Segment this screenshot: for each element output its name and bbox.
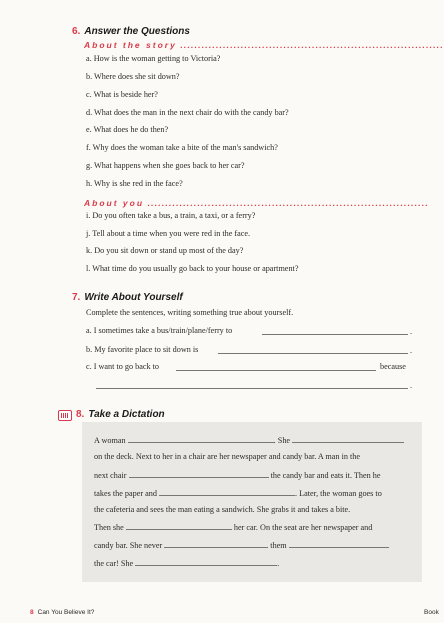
- section-8-title-text: Take a Dictation: [88, 409, 165, 420]
- dictation-line-5: the cafeteria and sees the man eating a sandwich. She grabs it and takes a bite.: [94, 505, 351, 514]
- section-6-title: [72, 26, 190, 37]
- dictation-text: . She: [273, 436, 291, 445]
- dictation-text: Then she: [94, 523, 124, 532]
- book-title: Can You Believe It?: [37, 609, 95, 616]
- dictation-line-8: [94, 558, 279, 569]
- subheading-about-you: [84, 198, 429, 208]
- dictation-line-1: [94, 435, 404, 446]
- section-6-number: 6.: [72, 26, 81, 37]
- dot-leader: ...............................................................................: [144, 198, 429, 208]
- question-a: a. How is the woman getting to Victoria?: [86, 54, 221, 63]
- section-8-number: 8.: [76, 409, 85, 420]
- dictation-line-3: [94, 470, 381, 481]
- dictation-blank[interactable]: [159, 488, 295, 496]
- subheading-about-you-text: About you: [84, 198, 145, 208]
- dictation-text: the car! She: [94, 559, 134, 568]
- dictation-line-2: on the deck. Next to her in a chair are her newspaper and candy bar. A man in the: [94, 452, 360, 461]
- question-l: l. What time do you usually go back to your house or apartment?: [86, 264, 299, 273]
- section-7-title-text: Write About Yourself: [84, 292, 183, 303]
- section-8-title: [76, 409, 165, 420]
- dictation-text: them: [270, 541, 287, 550]
- question-g: g. What happens when she goes back to her car?: [86, 161, 245, 170]
- footer-right: Book: [424, 609, 439, 616]
- question-e: e. What does he do then?: [86, 125, 169, 134]
- dictation-text: .: [277, 559, 280, 568]
- section-7-number: 7.: [72, 292, 81, 303]
- dictation-blank[interactable]: [135, 558, 280, 568]
- dictation-text: candy bar. She never: [94, 541, 163, 550]
- because-word: because: [380, 362, 406, 371]
- sentence-b-answer-line[interactable]: [218, 353, 408, 354]
- dictation-text: next chair: [94, 471, 127, 480]
- question-j: j. Tell about a time when you were red in the face.: [86, 229, 251, 238]
- dictation-line-4: [94, 488, 382, 499]
- section-7-instructions: Complete the sentences, writing something true about yourself.: [86, 308, 294, 317]
- subheading-about-the-story: [84, 40, 444, 50]
- subheading-about-the-story-text: About the story: [84, 40, 177, 50]
- dictation-blank[interactable]: [289, 540, 389, 548]
- dictation-text: her car. On the seat are her newspaper and: [233, 523, 373, 532]
- sentence-c: c. I want to go back to: [86, 362, 159, 371]
- audio-cd-icon[interactable]: [58, 410, 72, 421]
- question-k: k. Do you sit down or stand up most of the day?: [86, 246, 244, 255]
- section-6-title-text: Answer the Questions: [84, 26, 190, 37]
- dictation-text: the candy bar and eats it. Then he: [270, 471, 381, 480]
- dictation-line-7: [94, 540, 389, 551]
- sentence-a: a. I sometimes take a bus/train/plane/ferry to: [86, 326, 233, 335]
- page-number: 8: [30, 609, 34, 616]
- sentence-b-period: .: [410, 346, 412, 355]
- section-7-title: [72, 292, 183, 303]
- dictation-blank[interactable]: [164, 540, 268, 548]
- dictation-text: A woman: [94, 436, 126, 445]
- question-d: d. What does the man in the next chair do with the candy bar?: [86, 108, 289, 117]
- dictation-text: takes the paper and: [94, 489, 157, 498]
- question-b: b. Where does she sit down?: [86, 72, 180, 81]
- footer-left: [30, 609, 94, 616]
- dot-leader: ..........................................................................: [176, 40, 444, 50]
- sentence-c-answer-line[interactable]: [176, 370, 376, 371]
- dictation-blank[interactable]: [292, 435, 404, 443]
- sentence-c-period: .: [410, 381, 412, 390]
- question-c: c. What is beside her?: [86, 90, 158, 99]
- dictation-blank[interactable]: [126, 522, 232, 530]
- sentence-a-period: .: [410, 327, 412, 336]
- dictation-text: . Later, the woman goes to: [295, 489, 382, 498]
- dictation-line-6: [94, 522, 372, 533]
- dictation-blank[interactable]: [129, 470, 269, 478]
- sentence-c-continuation-line[interactable]: [96, 388, 408, 389]
- question-h: h. Why is she red in the face?: [86, 179, 183, 188]
- question-f: f. Why does the woman take a bite of the man's sandwich?: [86, 143, 278, 152]
- dictation-blank[interactable]: [128, 435, 274, 443]
- sentence-b: b. My favorite place to sit down is: [86, 345, 199, 354]
- sentence-a-answer-line[interactable]: [262, 334, 408, 335]
- question-i: i. Do you often take a bus, a train, a taxi, or a ferry?: [86, 211, 256, 220]
